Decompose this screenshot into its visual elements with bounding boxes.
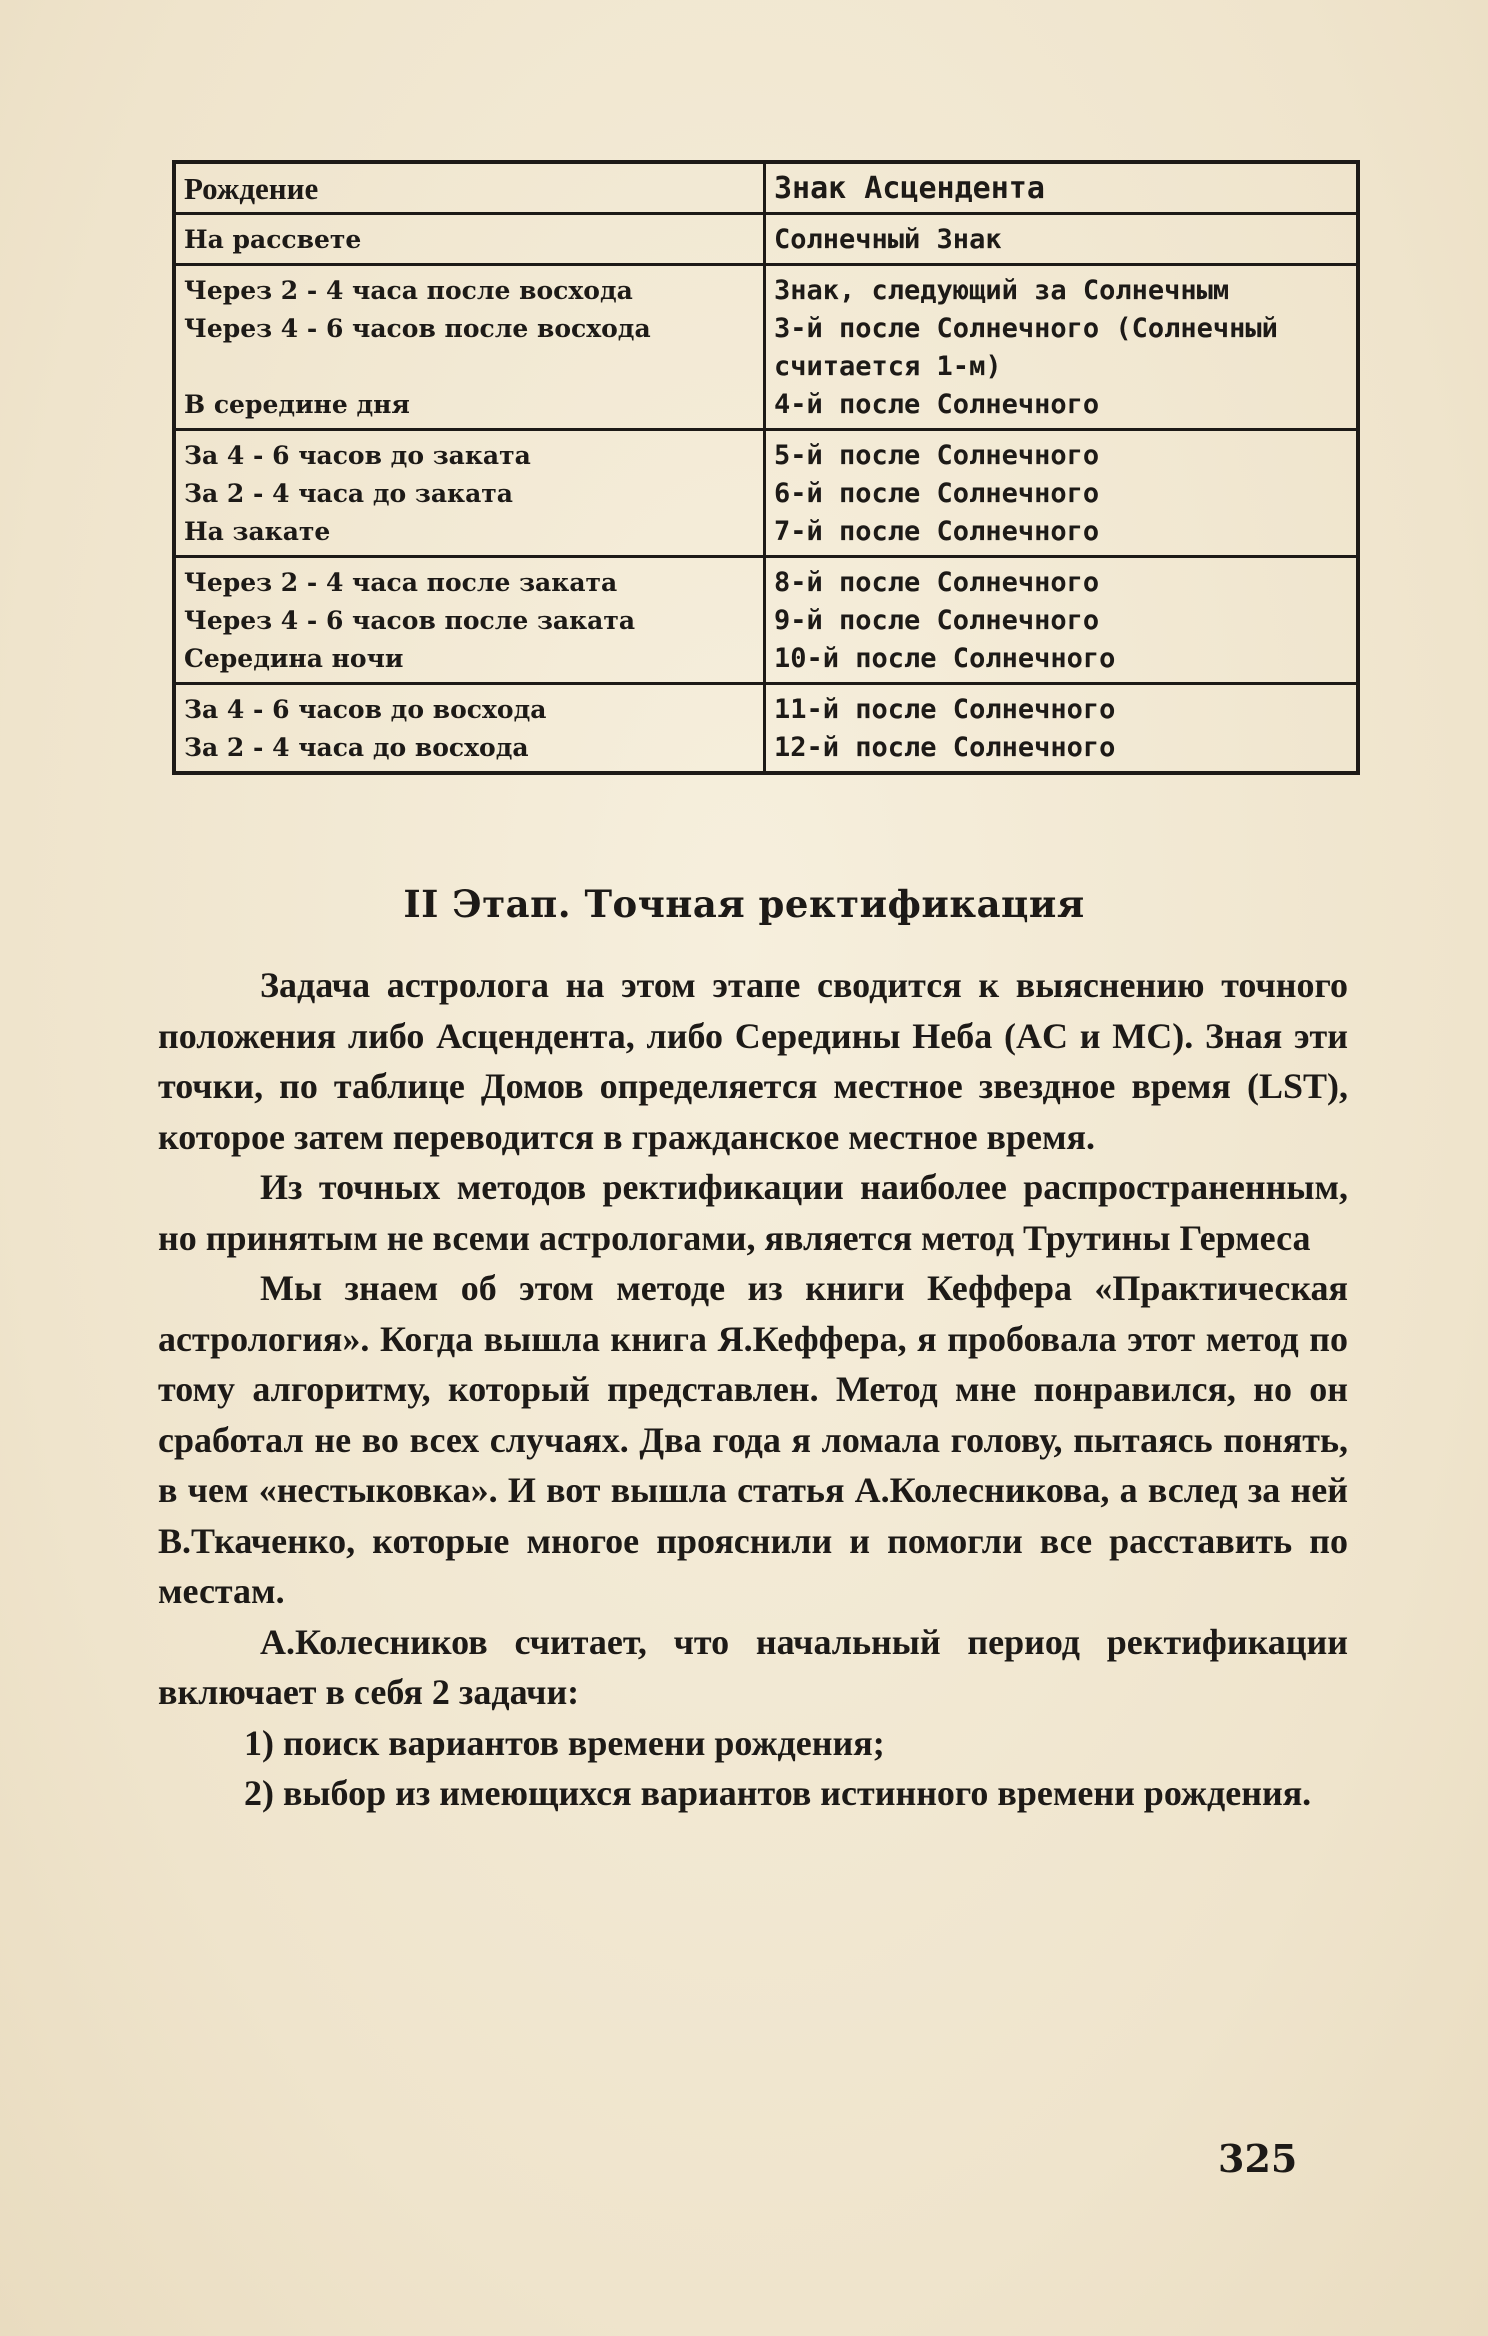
paragraph: Из точных методов ректификации наиболее распространенным, но принятым не всеми астрологами, является метод Трутины Гермеса [158, 1167, 1348, 1258]
cell-line: 5-й после Солнечного [774, 440, 1100, 471]
birth-time-cell [176, 685, 766, 771]
list-item: 2) выбор из имеющихся вариантов истинного времени рождения. [244, 1773, 1312, 1813]
ascendant-sign-cell [766, 431, 1356, 555]
table-row [176, 266, 1356, 431]
ascendant-sign-cell [766, 266, 1356, 428]
birth-time-cell [176, 558, 766, 682]
cell-line: 12-й после Солнечного [774, 732, 1116, 763]
cell-line: 6-й после Солнечного [774, 478, 1100, 509]
paragraph: А.Колесников считает, что начальный период ректификации включает в себя 2 задачи: [158, 1621, 1348, 1712]
cell-line: За 4 - 6 часов до заката [184, 441, 531, 470]
cell-line: За 4 - 6 часов до восхода [184, 695, 547, 724]
table-row [176, 431, 1356, 558]
table-body [176, 215, 1356, 771]
cell-line: За 2 - 4 часа до восхода [184, 733, 529, 762]
page-number: 325 [1218, 2136, 1298, 2181]
table-header-row [176, 164, 1356, 215]
section-heading: II Этап. Точная ректификация [403, 882, 1085, 926]
birth-time-cell [176, 431, 766, 555]
ascendant-sign-cell [766, 215, 1356, 263]
cell-line: 7-й после Солнечного [774, 516, 1100, 547]
cell-line: Через 4 - 6 часов после заката [184, 606, 636, 635]
cell-line: 4-й после Солнечного [774, 389, 1100, 420]
cell-line: 10-й после Солнечного [774, 643, 1116, 674]
cell-line: 3-й после Солнечного (Солнечный [774, 313, 1278, 344]
cell-line: Через 4 - 6 часов после восхода [184, 314, 651, 343]
list-item: 1) поиск вариантов времени рождения; [244, 1722, 885, 1763]
cell-line: 9-й после Солнечного [774, 605, 1100, 636]
header-ascendant-sign: Знак Асцендента [774, 171, 1045, 206]
cell-line: За 2 - 4 часа до заката [184, 479, 513, 508]
paragraph: Мы знаем об этом методе из книги Кеффера «Практическая астрология». Когда вышла книга Я.Кеффера, я пробовала этот метод по тому алгоритму, который представлен. Метод мне понравился, но он сработал не во всех случаях. Два года я ломала голову, пытаясь понять, в чем «нестыковка». И вот вышла статья А.Колесникова, а вслед за ней В.Ткаченко, которые многое прояснили и помогли все расставить по местам. [158, 1268, 1348, 1611]
cell-line: На рассвете [184, 225, 362, 254]
cell-line: На закате [184, 517, 331, 546]
header-birth: Рождение [176, 164, 766, 212]
birth-time-cell [176, 215, 766, 263]
paragraph: Задача астролога на этом этапе сводится к выяснению точного положения либо Асцендента, либо Середины Неба (AC и MC). Зная эти точки, по таблице Домов определяется местное звездное время (LST), которое затем переводится в гражданское местное время. [158, 965, 1348, 1157]
cell-line: В середине дня [184, 390, 410, 419]
body-text [158, 960, 1348, 1819]
cell-line: Через 2 - 4 часа после заката [184, 568, 618, 597]
cell-line [184, 348, 755, 386]
table-row [176, 215, 1356, 266]
ascendant-table [172, 160, 1360, 775]
cell-line: Середина ночи [184, 644, 404, 673]
birth-time-cell [176, 266, 766, 428]
cell-line: 11-й после Солнечного [774, 694, 1116, 725]
cell-line: Знак, следующий за Солнечным [774, 275, 1230, 306]
cell-line: Солнечный Знак [774, 224, 1002, 255]
cell-line: считается 1-м) [774, 351, 1002, 382]
cell-line: 8-й после Солнечного [774, 567, 1100, 598]
table-row [176, 685, 1356, 771]
cell-line: Через 2 - 4 часа после восхода [184, 276, 633, 305]
ascendant-sign-cell [766, 685, 1356, 771]
ascendant-sign-cell [766, 558, 1356, 682]
table-row [176, 558, 1356, 685]
